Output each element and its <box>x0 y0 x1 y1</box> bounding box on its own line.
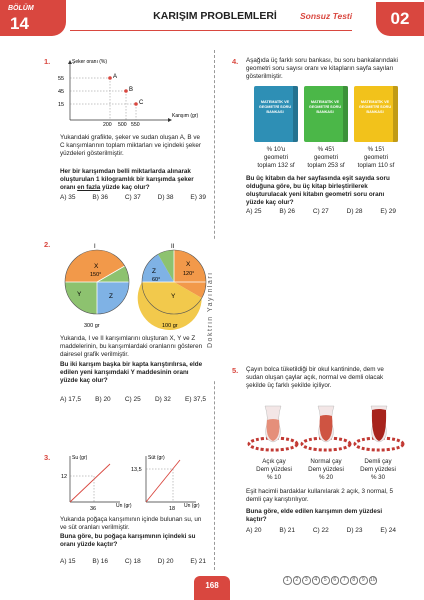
point-c-label: C <box>139 100 144 106</box>
chart1-x-value: 36 <box>90 506 97 512</box>
section-label: BÖLÜM <box>8 5 34 12</box>
pie2-name: II <box>171 244 175 250</box>
q2-options <box>60 396 206 403</box>
book-2-caption: % 45'i geometri toplam 253 sf <box>307 146 345 169</box>
point-b <box>124 89 128 93</box>
q4-question: Bu üç kitabın da her sayfasında eşit sayıda soru olduğuna göre, bu üç kitap birleştirilerek oluşturulacak yeni kitabın geometri soru oranı yüzde kaç olur? <box>246 175 390 206</box>
book-2: MATEMATİK VE GEOMETRİ SORU BANKASI <box>304 86 348 142</box>
pie2-slice-y: Y <box>171 293 176 300</box>
point-a-label: A <box>113 74 118 80</box>
header-divider <box>70 30 352 31</box>
pie2-angle1: 120° <box>183 271 195 277</box>
pie1-slice-z: Z <box>109 293 113 300</box>
glass-2-caption: Normal çay Dem yüzdesi % 20 <box>308 458 344 481</box>
q5-option-b[interactable]: B) 21 <box>279 527 295 534</box>
q5-option-d[interactable]: D) 23 <box>346 527 363 534</box>
test-number: 02 <box>376 2 424 36</box>
question-5-number: 5. <box>232 366 239 375</box>
pie2-weight: 100 gr <box>162 323 178 329</box>
q5-tea-glasses <box>246 398 406 454</box>
y-tick-55: 55 <box>58 76 65 82</box>
q4-stem: Aşağıda üç farklı soru bankası, bu soru bankalarındaki geometri soru sayısı oranı ve kitapların sayfa sayıları gösterilmiştir. <box>246 57 398 80</box>
q2-option-b[interactable]: B) 20 <box>95 396 111 403</box>
pie2-slice-z: Z <box>152 268 156 275</box>
pie1-angle: 150° <box>90 272 102 278</box>
answer-circle[interactable]: 7 <box>340 576 349 585</box>
q3-option-b[interactable]: B) 16 <box>92 558 108 565</box>
y-tick-45: 45 <box>58 89 65 95</box>
answer-circles <box>283 576 377 585</box>
answer-circle[interactable]: 6 <box>331 576 340 585</box>
answer-circle[interactable]: 8 <box>350 576 359 585</box>
pie1-name: I <box>94 244 96 250</box>
chart2-y-value: 13,5 <box>131 467 142 473</box>
q1-question: Her bir karışımdan belli miktarlarda alınarak oluşturulan 1 kilogramlık bir karışımda şeker oranı en fazla yüzde kaç olur? <box>60 168 194 191</box>
q5-options <box>246 527 396 534</box>
q5-question: Buna göre, elde edilen karışımın dem yüzdesi kaçtır? <box>246 508 383 523</box>
book-3-caption: % 15'i geometri toplam 110 sf <box>357 146 395 169</box>
x-axis-label: Kanşım (gr) <box>172 113 199 119</box>
tea-glass-light <box>249 406 297 450</box>
pie1-weight: 300 gr <box>84 323 100 329</box>
q1-stem: Yukarıdaki grafikte, şeker ve sudan oluşan A, B ve C karışımlarının toplam miktarları ve içindeki şeker yüzdeleri gösterilmiştir. <box>60 134 202 157</box>
book-1-caption: % 10'u geometri toplam 132 sf <box>257 146 295 169</box>
glass-1-caption: Açık çay Dem yüzdesi % 10 <box>256 458 292 481</box>
pie2-slice-x: X <box>186 261 191 268</box>
q2-question: Bu iki karışım başka bir kapta karıştırılırsa, elde edilen yeni karışımdaki Y maddesinin oranı yüzde kaç olur? <box>60 361 203 384</box>
pie1-slice-x: X <box>94 263 99 270</box>
q1-option-c[interactable]: C) 37 <box>124 194 141 201</box>
q4-option-d[interactable]: D) 28 <box>346 208 363 215</box>
q1-option-d[interactable]: D) 38 <box>157 194 174 201</box>
q5-stem-2: Eşit hacimli bardaklar kullanılarak 2 açık, 3 normal, 5 demli çay karıştırılıyor. <box>246 488 393 503</box>
q3-option-a[interactable]: A) 15 <box>60 558 76 565</box>
glass-3-caption: Demli çay Dem yüzdesi % 30 <box>360 458 396 481</box>
question-3-number: 3. <box>44 453 51 462</box>
x-tick-550: 550 <box>131 122 140 126</box>
point-c <box>134 102 138 106</box>
answer-circle[interactable]: 2 <box>293 576 302 585</box>
answer-circle[interactable]: 5 <box>321 576 330 585</box>
q1-option-b[interactable]: B) 36 <box>92 194 108 201</box>
q4-option-b[interactable]: B) 26 <box>279 208 295 215</box>
tea-glass-normal <box>302 406 350 450</box>
question-2-number: 2. <box>44 240 51 249</box>
answer-circle[interactable]: 1 <box>283 576 292 585</box>
q4-option-c[interactable]: C) 27 <box>312 208 329 215</box>
q3-options <box>60 558 206 565</box>
q1-option-e[interactable]: E) 39 <box>190 194 206 201</box>
q3-question: Buna göre, bu poğaça karışımının içindeki su oranı yüzde kaçtır? <box>60 533 196 548</box>
chart2-xlabel: Un (gr) <box>184 503 200 509</box>
y-axis-label: Şeker oranı (%) <box>72 59 108 65</box>
q2-option-a[interactable]: A) 17,5 <box>60 396 81 403</box>
x-tick-200: 200 <box>103 122 112 126</box>
section-number: 14 <box>10 14 29 33</box>
y-tick-15: 15 <box>58 102 65 108</box>
page-number: 168 <box>194 576 230 600</box>
page-title: KARIŞIM PROBLEMLERİ <box>153 10 277 22</box>
q3-line-charts <box>58 452 208 512</box>
q2-stem: Yukarıda, I ve II karışımlarını oluşturan X, Y ve Z maddelerinin, bu karışımlardaki oranlarını gösteren dairesel grafik verilmiştir. <box>60 335 203 358</box>
q3-stem: Yukarıda poğaça karışımının içinde bulunan su, un ve süt oranları verilmiştir. <box>60 516 202 531</box>
q1-option-a[interactable]: A) 35 <box>60 194 76 201</box>
q4-options <box>246 208 396 215</box>
q5-stem: Çayın bolca tüketildiği bir okul kantininde, dem ve sudan oluşan çaylar açık, normal ve demli olacak şekilde üç farklı şekilde içiliyor. <box>246 366 384 389</box>
q2-option-c[interactable]: C) 25 <box>124 396 141 403</box>
publisher-side-text: Doktrin Yayınları <box>207 240 221 380</box>
chart1-ylabel: Su (gr) <box>72 455 88 461</box>
point-b-label: B <box>129 87 134 93</box>
pie2-angle2: 60° <box>152 277 161 283</box>
book-3: MATEMATİK VE GEOMETRİ SORU BANKASI <box>354 86 398 142</box>
q5-option-a[interactable]: A) 20 <box>246 527 262 534</box>
q2-option-e[interactable]: E) 37,5 <box>185 396 206 403</box>
chart1-xlabel: Un (gr) <box>116 503 132 509</box>
tea-glass-dark <box>355 406 403 450</box>
q3-option-c[interactable]: C) 18 <box>124 558 141 565</box>
x-tick-500: 500 <box>118 122 127 126</box>
answer-circle[interactable]: 4 <box>312 576 321 585</box>
q5-option-e[interactable]: E) 24 <box>380 527 396 534</box>
book-1: MATEMATİK VE GEOMETRİ SORU BANKASI <box>254 86 298 142</box>
q3-option-e[interactable]: E) 21 <box>190 558 206 565</box>
q2-option-d[interactable]: D) 32 <box>154 396 171 403</box>
point-a <box>108 76 112 80</box>
chart1-y-value: 12 <box>61 474 68 480</box>
chart2-x-value: 18 <box>169 506 176 512</box>
answer-circle[interactable]: 10 <box>369 577 376 583</box>
pie1-slice-y: Y <box>77 291 82 298</box>
question-4-number: 4. <box>232 57 239 66</box>
q1-line-chart <box>58 58 206 126</box>
question-1-number: 1. <box>44 57 51 66</box>
section-badge <box>0 0 66 36</box>
q1-options <box>60 194 206 201</box>
q4-option-e[interactable]: E) 29 <box>380 208 396 215</box>
q4-option-a[interactable]: A) 25 <box>246 208 262 215</box>
q5-option-c[interactable]: C) 22 <box>312 527 329 534</box>
q2-pie-charts <box>60 242 212 332</box>
chart2-ylabel: Süt (gr) <box>148 455 165 461</box>
series-label: Sonsuz Testi <box>300 11 353 21</box>
answer-circle[interactable]: 9 <box>359 576 368 585</box>
answer-circle[interactable]: 3 <box>302 576 311 585</box>
q3-option-d[interactable]: D) 20 <box>157 558 174 565</box>
